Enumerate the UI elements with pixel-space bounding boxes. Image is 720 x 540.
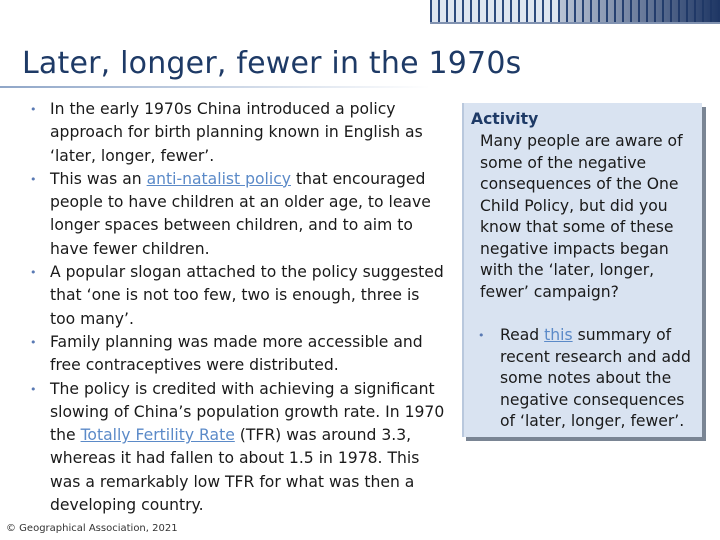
activity-task-list [464,325,702,433]
bullet-dot-icon: • [478,329,485,342]
copyright-footer: © Geographical Association, 2021 [6,523,178,534]
anti-natalist-policy-link[interactable]: anti-natalist policy [146,169,291,188]
bullet-dot-icon: • [30,266,37,280]
bullet-dot-icon: • [30,382,37,396]
activity-task [464,325,702,433]
bullet-text: (TFR) was around 3.3, whereas it had fallen to about 1.5 in 1978. This was a remarkably low TFR for what was then a developing country. [50,426,420,515]
bullet-text: This was an [50,169,147,188]
bullet-text: that encouraged people to have children at an older age, to leave longer spaces between children, and to aim to have fewer children. [50,169,431,258]
bullet-dot-icon: • [30,172,37,186]
bullet-item [8,98,448,168]
main-bullet-list [8,98,448,517]
activity-body: Many people are aware of some of the negative consequences of the One Child Policy, but did you know that some of these negative impacts began with the ‘later, longer, fewer’ campaign? [480,132,683,301]
activity-heading: Activity [471,110,539,128]
bullet-text: The policy is credited with achieving a significant slowing of China’s population growth rate. In 1970 the [50,379,445,445]
bullet-item [8,168,448,261]
slide-title: Later, longer, fewer in the 1970s [22,46,522,81]
bullet-text: A popular slogan attached to the policy suggested that ‘one is not too few, two is enough, three is too many’. [50,263,444,328]
title-underline [0,86,430,88]
header-rule-decoration [430,22,720,24]
bullet-item [8,331,448,378]
header-gradient-decoration [560,0,720,22]
task-text: Read [500,326,545,344]
bullet-text: Family planning was made more accessible and free contraceptives were distributed. [50,332,423,375]
bullet-item [8,378,448,518]
bullet-dot-icon: • [30,103,37,116]
activity-box [462,103,702,437]
summary-link[interactable]: this [544,326,573,344]
bullet-dot-icon: • [30,335,37,349]
bullet-item [8,261,448,331]
task-text: summary of recent research and add some notes about the negative consequences of ‘later, longer, fewer’. [500,326,691,430]
total-fertility-rate-link[interactable]: Totally Fertility Rate [80,426,235,445]
bullet-text: In the early 1970s China introduced a policy approach for birth planning known in English as ‘later, longer, fewer’. [50,100,423,165]
